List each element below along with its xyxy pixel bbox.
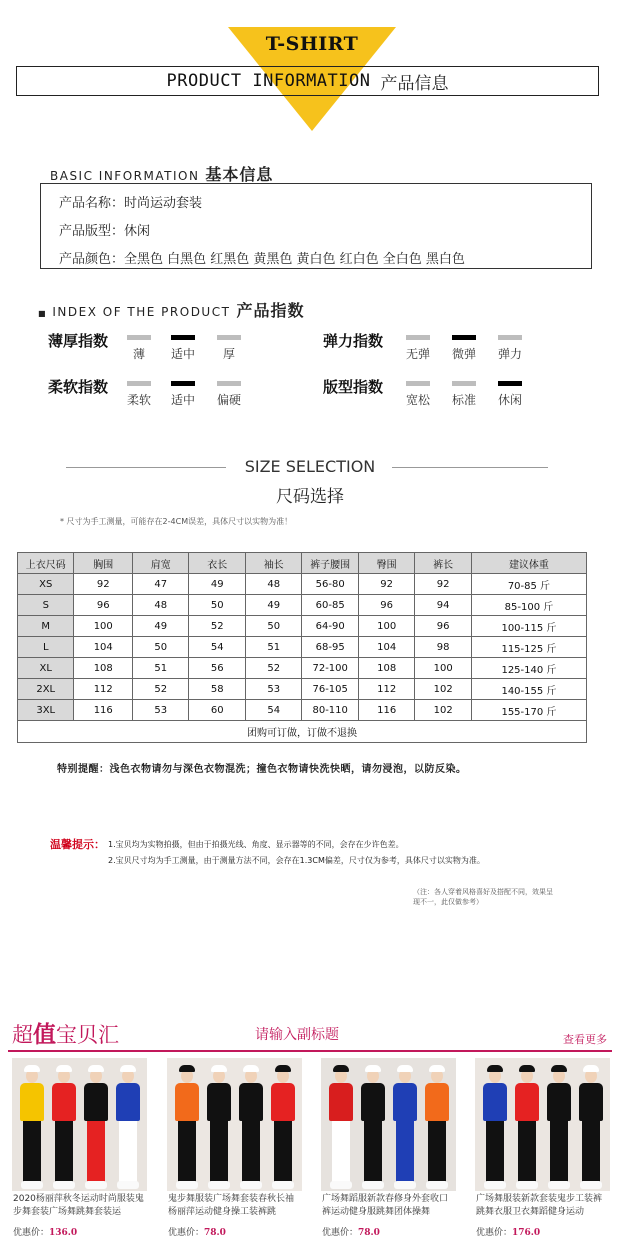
size-table-body	[18, 574, 587, 743]
model-top	[579, 1083, 603, 1121]
tips-label: 温馨提示：	[50, 838, 105, 851]
index-level-bar	[171, 381, 195, 386]
promo-product-title[interactable]: 广场舞蹈服新款春修身外套收口裤运动健身服跳舞团体操舞	[322, 1194, 449, 1217]
index-option: 宽松	[405, 393, 430, 407]
model-figure	[359, 1063, 387, 1191]
product-information-bar	[16, 66, 599, 96]
size-value-cell: 50	[245, 616, 301, 637]
size-table-header	[18, 553, 587, 574]
model-figure	[237, 1063, 265, 1191]
index-level-bar	[452, 381, 476, 386]
size-value-cell: 54	[245, 700, 301, 721]
model-cap	[429, 1065, 445, 1072]
model-figure	[114, 1063, 142, 1191]
size-value-cell: 58	[189, 679, 245, 700]
index-option: 微弹	[451, 347, 476, 361]
size-value-cell: 92	[74, 574, 133, 595]
index-level-bar	[127, 381, 151, 386]
model-pants	[486, 1121, 504, 1183]
size-value-cell: 52	[245, 658, 301, 679]
index-option: 适中	[170, 393, 195, 407]
size-value-cell: 104	[358, 637, 414, 658]
model-figure	[18, 1063, 46, 1191]
size-value-cell: 96	[415, 616, 471, 637]
size-value-cell: 68-95	[302, 637, 358, 658]
model-pants	[364, 1121, 382, 1183]
model-pants	[396, 1121, 414, 1183]
model-cap	[211, 1065, 227, 1072]
size-value-cell: 112	[358, 679, 414, 700]
divider-right	[392, 467, 548, 468]
tshirt-label: T-SHIRT	[265, 33, 359, 55]
model-shoes	[176, 1181, 198, 1189]
size-value-cell: 51	[132, 658, 188, 679]
size-column-header: 裤子腰围	[302, 553, 358, 574]
index-level-bar	[217, 381, 241, 386]
size-column-header: 袖长	[245, 553, 301, 574]
size-value-cell: 100	[358, 616, 414, 637]
index-level-bar	[217, 335, 241, 340]
model-cap	[275, 1065, 291, 1072]
model-top	[271, 1083, 295, 1121]
promo-product-title[interactable]: 2020杨丽萍秋冬运动时尚服装鬼步舞套装广场舞跳舞套装运	[13, 1194, 144, 1217]
model-top	[175, 1083, 199, 1121]
model-cap	[120, 1065, 136, 1072]
table-row	[18, 595, 587, 616]
model-cap	[179, 1065, 195, 1072]
model-cap	[243, 1065, 259, 1072]
model-pants	[23, 1121, 41, 1183]
model-cap	[24, 1065, 40, 1072]
size-value-cell: 50	[132, 637, 188, 658]
model-figure	[391, 1063, 419, 1191]
model-cap	[519, 1065, 535, 1072]
model-figure	[82, 1063, 110, 1191]
size-column-header: 建议体重	[471, 553, 586, 574]
model-cap	[487, 1065, 503, 1072]
model-pants	[55, 1121, 73, 1183]
size-value-cell: 94	[415, 595, 471, 616]
size-value-cell: 53	[132, 700, 188, 721]
promo-product-image[interactable]	[167, 1058, 302, 1191]
size-value-cell: 125-140 斤	[471, 658, 586, 679]
size-value-cell: 80-110	[302, 700, 358, 721]
basic-information-heading: BASIC INFORMATION 基本信息	[50, 165, 274, 184]
model-figure	[423, 1063, 451, 1191]
model-cap	[397, 1065, 413, 1072]
size-label-cell: XS	[18, 574, 74, 595]
size-label-cell: L	[18, 637, 74, 658]
size-value-cell: 102	[415, 679, 471, 700]
model-pants	[518, 1121, 536, 1183]
size-label-cell: M	[18, 616, 74, 637]
washing-reminder: 特别提醒：浅色衣物请勿与深色衣物混洗；撞色衣物请快洗快晒，请勿浸泡，以防反染。	[57, 764, 467, 775]
index-level-bar	[498, 381, 522, 386]
size-value-cell: 64-90	[302, 616, 358, 637]
size-value-cell: 108	[358, 658, 414, 679]
model-shoes	[548, 1181, 570, 1189]
size-value-cell: 100	[74, 616, 133, 637]
table-row	[18, 679, 587, 700]
size-value-cell: 92	[415, 574, 471, 595]
size-column-header: 上衣尺码	[18, 553, 74, 574]
size-value-cell: 100	[415, 658, 471, 679]
model-pants	[242, 1121, 260, 1183]
index-level-bar	[452, 335, 476, 340]
model-shoes	[240, 1181, 262, 1189]
size-value-cell: 140-155 斤	[471, 679, 586, 700]
size-value-cell: 102	[415, 700, 471, 721]
model-pants	[210, 1121, 228, 1183]
size-value-cell: 112	[74, 679, 133, 700]
model-shoes	[516, 1181, 538, 1189]
promo-product-title[interactable]: 广场舞服装新款套装鬼步工装裤跳舞衣服卫衣舞蹈健身运动	[476, 1194, 603, 1217]
size-value-cell: 76-105	[302, 679, 358, 700]
model-pants	[274, 1121, 292, 1183]
model-top	[425, 1083, 449, 1121]
size-column-header: 肩宽	[132, 553, 188, 574]
product-name: 产品名称：时尚运动套装	[59, 196, 203, 211]
model-top	[52, 1083, 76, 1121]
size-value-cell: 116	[358, 700, 414, 721]
size-value-cell: 96	[358, 595, 414, 616]
product-colors: 产品颜色：全黑色 白黑色 红黑色 黄黑色 黄白色 红白色 全白色 黑白色	[59, 252, 465, 267]
price-value: 176.0	[512, 1228, 541, 1238]
promo-product-price	[322, 1225, 380, 1238]
size-value-cell: 56	[189, 658, 245, 679]
promo-product-image[interactable]	[12, 1058, 147, 1191]
model-figure	[269, 1063, 297, 1191]
index-level-bar	[127, 335, 151, 340]
index-level-bar	[406, 335, 430, 340]
index-level-bar	[406, 381, 430, 386]
promo-divider	[8, 1050, 612, 1052]
model-shoes	[330, 1181, 352, 1189]
model-figure	[205, 1063, 233, 1191]
index-label: 版型指数	[323, 378, 384, 396]
size-value-cell: 60-85	[302, 595, 358, 616]
promo-product-image[interactable]	[321, 1058, 456, 1191]
index-option: 标准	[451, 393, 476, 407]
price-label: 优惠价：	[476, 1228, 513, 1238]
model-shoes	[484, 1181, 506, 1189]
basic-information-box	[40, 183, 592, 269]
size-value-cell: 54	[189, 637, 245, 658]
model-shoes	[53, 1181, 75, 1189]
model-shoes	[208, 1181, 230, 1189]
promo-title: 超值宝贝汇	[12, 1021, 119, 1048]
size-value-cell: 100-115 斤	[471, 616, 586, 637]
size-value-cell: 98	[415, 637, 471, 658]
model-figure	[327, 1063, 355, 1191]
size-value-cell: 52	[132, 679, 188, 700]
model-top	[361, 1083, 385, 1121]
size-value-cell: 96	[74, 595, 133, 616]
index-option: 适中	[170, 347, 195, 361]
model-figure	[50, 1063, 78, 1191]
model-cap	[365, 1065, 381, 1072]
product-information-title: PRODUCT INFORMATION	[166, 71, 371, 91]
model-pants	[550, 1121, 568, 1183]
model-pants	[87, 1121, 105, 1183]
size-note: * 尺寸为手工测量，可能存在2-4CM误差，具体尺寸以实物为准！	[60, 517, 293, 526]
model-pants	[582, 1121, 600, 1183]
promo-product-price	[168, 1225, 226, 1238]
size-column-header: 胸围	[74, 553, 133, 574]
size-label-cell: 3XL	[18, 700, 74, 721]
size-value-cell: 85-100 斤	[471, 595, 586, 616]
size-column-header: 衣长	[189, 553, 245, 574]
model-pants	[428, 1121, 446, 1183]
promo-product-price	[13, 1225, 77, 1238]
model-top	[515, 1083, 539, 1121]
price-value: 136.0	[49, 1228, 78, 1238]
size-selection-cn: 尺码选择	[276, 487, 344, 507]
price-label: 优惠价：	[322, 1228, 359, 1238]
size-value-cell: 72-100	[302, 658, 358, 679]
model-top	[207, 1083, 231, 1121]
model-top	[329, 1083, 353, 1121]
model-top	[483, 1083, 507, 1121]
size-value-cell: 115-125 斤	[471, 637, 586, 658]
table-row	[18, 700, 587, 721]
model-shoes	[362, 1181, 384, 1189]
model-cap	[88, 1065, 104, 1072]
promo-product-image[interactable]	[475, 1058, 610, 1191]
index-option: 休闲	[497, 393, 522, 407]
price-value: 78.0	[358, 1228, 380, 1238]
model-top	[393, 1083, 417, 1121]
size-selection-title: SIZE SELECTION	[244, 457, 376, 476]
size-value-cell: 155-170 斤	[471, 700, 586, 721]
size-value-cell: 56-80	[302, 574, 358, 595]
size-value-cell: 49	[189, 574, 245, 595]
table-row	[18, 574, 587, 595]
size-value-cell: 92	[358, 574, 414, 595]
model-shoes	[272, 1181, 294, 1189]
size-value-cell: 52	[189, 616, 245, 637]
size-table	[17, 552, 587, 743]
model-cap	[56, 1065, 72, 1072]
size-footer-note: 团购可订做，订做不退换	[18, 721, 587, 743]
model-figure	[577, 1063, 605, 1191]
size-value-cell: 47	[132, 574, 188, 595]
model-figure	[513, 1063, 541, 1191]
product-style: 产品版型：休闲	[59, 224, 151, 239]
index-heading: ■ INDEX OF THE PRODUCT 产品指数	[38, 301, 305, 320]
index-option: 柔软	[126, 393, 151, 407]
index-label: 薄厚指数	[48, 332, 109, 350]
size-value-cell: 49	[245, 595, 301, 616]
table-row	[18, 616, 587, 637]
view-more-link[interactable]: 查看更多	[563, 1033, 607, 1046]
model-pants	[119, 1121, 137, 1183]
size-value-cell: 49	[132, 616, 188, 637]
model-cap	[583, 1065, 599, 1072]
index-label: 柔软指数	[48, 378, 109, 396]
price-label: 优惠价：	[168, 1228, 205, 1238]
size-value-cell: 70-85 斤	[471, 574, 586, 595]
model-top	[116, 1083, 140, 1121]
model-figure	[545, 1063, 573, 1191]
model-shoes	[85, 1181, 107, 1189]
model-cap	[551, 1065, 567, 1072]
model-pants	[332, 1121, 350, 1183]
price-value: 78.0	[204, 1228, 226, 1238]
index-level-bar	[171, 335, 195, 340]
product-information-cn: 产品信息	[380, 73, 449, 94]
promo-product-price	[476, 1225, 540, 1238]
index-option: 弹力	[497, 347, 522, 361]
model-pants	[178, 1121, 196, 1183]
model-top	[84, 1083, 108, 1121]
index-level-bar	[498, 335, 522, 340]
model-shoes	[580, 1181, 602, 1189]
tips-line-2: 2.宝贝尺寸均为手工测量，由于测量方法不同，会存在1.3CM偏差，尺寸仅为参考，具体尺寸以实物为准。	[108, 856, 485, 865]
divider-left	[66, 467, 226, 468]
size-value-cell: 48	[132, 595, 188, 616]
size-label-cell: S	[18, 595, 74, 616]
size-label-cell: XL	[18, 658, 74, 679]
index-option: 薄	[132, 347, 145, 361]
size-value-cell: 53	[245, 679, 301, 700]
promo-subtitle: 请输入副标题	[255, 1027, 339, 1043]
size-label-cell: 2XL	[18, 679, 74, 700]
model-figure	[481, 1063, 509, 1191]
model-shoes	[21, 1181, 43, 1189]
tips-line-1: 1.宝贝均为实物拍摄，但由于拍摄光线、角度、显示器等的不同，会存在少许色差。	[108, 840, 404, 849]
size-value-cell: 51	[245, 637, 301, 658]
table-row	[18, 637, 587, 658]
model-cap	[333, 1065, 349, 1072]
size-value-cell: 50	[189, 595, 245, 616]
size-value-cell: 48	[245, 574, 301, 595]
size-column-header: 臀围	[358, 553, 414, 574]
promo-product-title[interactable]: 鬼步舞服装广场舞套装春秋长袖杨丽萍运动健身操工装裤跳	[168, 1194, 295, 1217]
model-figure	[173, 1063, 201, 1191]
model-shoes	[426, 1181, 448, 1189]
model-shoes	[117, 1181, 139, 1189]
model-top	[239, 1083, 263, 1121]
style-note: （注：各人穿着风格喜好及搭配不同，效果呈现不一，此仅做参考）	[413, 888, 553, 906]
size-column-header: 裤长	[415, 553, 471, 574]
size-value-cell: 108	[74, 658, 133, 679]
model-top	[20, 1083, 44, 1121]
size-value-cell: 60	[189, 700, 245, 721]
index-option: 无弹	[405, 347, 430, 361]
table-row	[18, 658, 587, 679]
size-value-cell: 104	[74, 637, 133, 658]
index-option: 厚	[222, 347, 235, 361]
index-option: 偏硬	[216, 393, 241, 407]
table-footer-row	[18, 721, 587, 743]
model-top	[547, 1083, 571, 1121]
index-label: 弹力指数	[323, 332, 384, 350]
size-value-cell: 116	[74, 700, 133, 721]
price-label: 优惠价：	[13, 1228, 50, 1238]
model-shoes	[394, 1181, 416, 1189]
